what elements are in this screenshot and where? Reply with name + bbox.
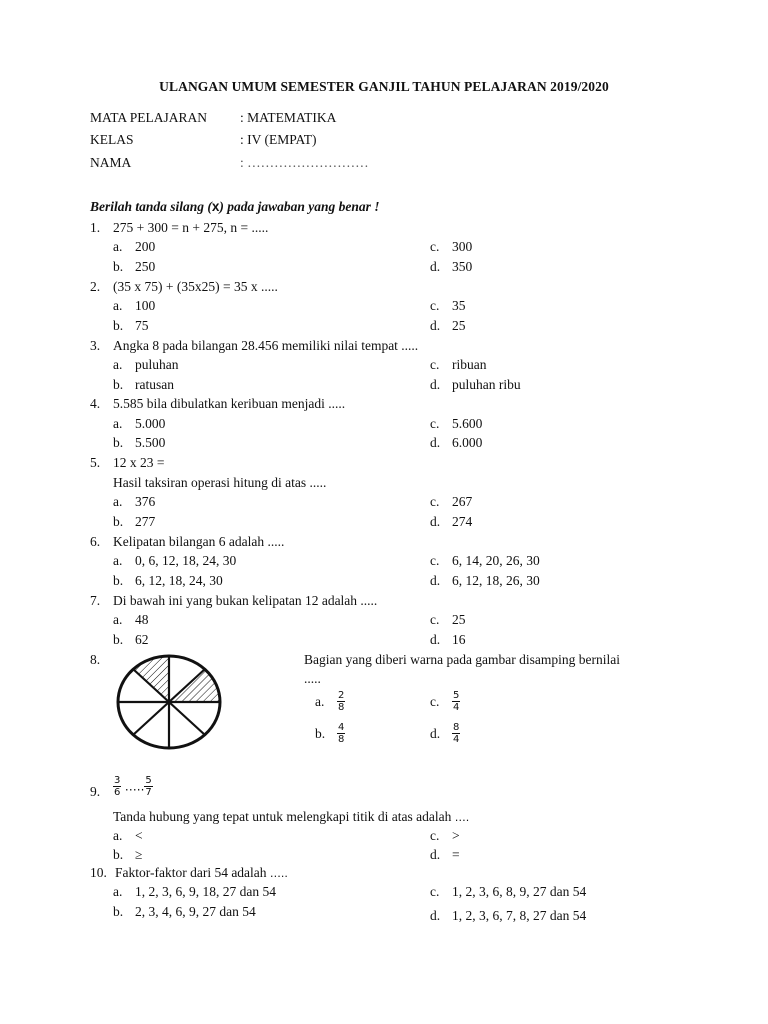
- option-letter: a.: [113, 357, 123, 372]
- option-text: 62: [135, 632, 149, 647]
- instruction-mark: x: [211, 199, 220, 214]
- option-text: >: [452, 828, 460, 843]
- option-text: 2, 3, 4, 6, 9, 27 dan 54: [135, 904, 256, 919]
- option-letter: b.: [113, 435, 124, 450]
- option-d[interactable]: [430, 377, 521, 393]
- denominator: 7: [145, 787, 152, 798]
- option-letter: a.: [113, 298, 123, 313]
- shaded-circle-figure: [116, 654, 222, 750]
- option-letter: c.: [430, 298, 440, 313]
- denominator: 4: [453, 734, 460, 745]
- numerator: 8: [453, 722, 460, 733]
- page-title: ULANGAN UMUM SEMESTER GANJIL TAHUN PELAJARAN 2019/2020: [159, 79, 609, 94]
- question-number: 3.: [90, 338, 101, 353]
- option-a[interactable]: [113, 239, 155, 255]
- header-label: KELAS: [90, 132, 134, 147]
- numerator: 5: [145, 775, 152, 786]
- blank-dots: …..: [124, 779, 145, 794]
- option-letter: c.: [430, 239, 440, 254]
- option-c[interactable]: [430, 416, 482, 432]
- option-text: puluhan ribu: [452, 377, 521, 392]
- option-d[interactable]: [430, 514, 472, 530]
- option-letter: a.: [113, 884, 123, 899]
- option-letter: c.: [430, 416, 440, 431]
- option-letter: a.: [113, 239, 123, 254]
- blank-dots: ….: [454, 811, 470, 824]
- option-letter: d.: [430, 908, 441, 923]
- question-subtext: [113, 809, 469, 825]
- option-d[interactable]: [430, 318, 466, 334]
- option-text: ribuan: [452, 357, 487, 372]
- option-a[interactable]: [113, 612, 149, 628]
- question-number: 9.: [90, 784, 101, 799]
- option-letter: b.: [113, 318, 124, 333]
- option-letter: c.: [430, 693, 440, 709]
- option-a[interactable]: [113, 553, 236, 569]
- header-value: : ………………………: [240, 155, 369, 170]
- option-a[interactable]: [315, 690, 345, 713]
- option-text: ≥: [135, 847, 143, 862]
- header-row-subject: [90, 110, 336, 126]
- option-text: 200: [135, 239, 156, 254]
- option-letter: c.: [430, 828, 440, 843]
- option-letter: b.: [113, 259, 124, 274]
- option-text: 1, 2, 3, 6, 7, 8, 27 dan 54: [452, 908, 587, 923]
- instruction-text: ) pada jawaban yang benar !: [219, 199, 380, 214]
- option-text: 5.000: [135, 416, 166, 431]
- option-letter: a.: [113, 494, 123, 509]
- option-text: 48: [135, 612, 149, 627]
- option-letter: a.: [315, 693, 325, 709]
- option-a[interactable]: [113, 494, 155, 510]
- option-letter: a.: [113, 828, 123, 843]
- question-text-main: Faktor-faktor dari 54 adalah: [115, 865, 267, 880]
- question-subtext: .....: [304, 671, 321, 686]
- option-a[interactable]: [113, 828, 143, 844]
- option-c[interactable]: [430, 553, 540, 569]
- option-c[interactable]: [430, 884, 586, 900]
- option-letter: d.: [430, 435, 441, 450]
- option-a[interactable]: [113, 298, 155, 314]
- option-text: 250: [135, 259, 156, 274]
- option-letter: a.: [113, 612, 123, 627]
- question-text: Di bawah ini yang bukan kelipatan 12 adalah .....: [113, 593, 378, 608]
- denominator: 8: [338, 702, 345, 713]
- question-number: 4.: [90, 396, 101, 411]
- option-letter: d.: [430, 377, 441, 392]
- option-text: puluhan: [135, 357, 179, 372]
- fraction: [113, 775, 121, 798]
- option-text: 6, 14, 20, 26, 30: [452, 553, 540, 568]
- option-text: 350: [452, 259, 473, 274]
- option-c[interactable]: [430, 357, 487, 373]
- question-number: 6.: [90, 534, 101, 549]
- option-b[interactable]: [113, 377, 174, 393]
- option-letter: d.: [430, 573, 441, 588]
- option-text: 75: [135, 318, 149, 333]
- fraction: [452, 722, 460, 745]
- question-text: Bagian yang diberi warna pada gambar disamping bernilai: [304, 652, 621, 667]
- question-number: 8.: [90, 652, 101, 667]
- question-text: (35 x 75) + (35x25) = 35 x .....: [113, 279, 278, 294]
- fraction: [337, 722, 345, 745]
- option-text: 1, 2, 3, 6, 8, 9, 27 dan 54: [452, 884, 587, 899]
- option-c[interactable]: [430, 494, 472, 510]
- numerator: 5: [453, 690, 460, 701]
- option-letter: c.: [430, 884, 440, 899]
- question-text: Kelipatan bilangan 6 adalah .....: [113, 534, 285, 549]
- fraction: [337, 690, 345, 713]
- option-b[interactable]: [113, 259, 155, 275]
- option-text: 25: [452, 612, 466, 627]
- option-text: =: [452, 847, 460, 862]
- option-text: ratusan: [135, 377, 174, 392]
- question-number: 2.: [90, 279, 101, 294]
- blank-dots: …..: [269, 867, 288, 880]
- option-letter: b.: [113, 632, 124, 647]
- numerator: 2: [338, 690, 345, 701]
- option-b[interactable]: [113, 904, 256, 920]
- header-row-class: [90, 132, 317, 148]
- option-letter: b.: [113, 904, 124, 919]
- option-text: 300: [452, 239, 473, 254]
- option-text: 0, 6, 12, 18, 24, 30: [135, 553, 237, 568]
- denominator: 6: [114, 787, 121, 798]
- option-c[interactable]: [430, 298, 466, 314]
- fraction: [452, 690, 460, 713]
- option-text: 6.000: [452, 435, 483, 450]
- fraction-comparison: [113, 775, 153, 798]
- option-b[interactable]: [113, 847, 142, 863]
- option-c[interactable]: [430, 239, 472, 255]
- option-letter: b.: [113, 377, 124, 392]
- option-text: 277: [135, 514, 156, 529]
- option-letter: d.: [430, 847, 441, 862]
- option-b[interactable]: [315, 722, 345, 745]
- option-b[interactable]: [113, 435, 165, 451]
- option-text: 5.600: [452, 416, 483, 431]
- option-a[interactable]: [113, 416, 165, 432]
- option-letter: d.: [430, 632, 441, 647]
- fraction: [144, 775, 152, 798]
- option-b[interactable]: [113, 632, 149, 648]
- question-number: 1.: [90, 220, 101, 235]
- numerator: 3: [114, 775, 121, 786]
- option-text: <: [135, 828, 143, 843]
- header-value: : IV (EMPAT): [240, 132, 317, 147]
- option-d[interactable]: [430, 573, 540, 589]
- option-text: 100: [135, 298, 156, 313]
- option-letter: b.: [315, 725, 326, 741]
- option-d[interactable]: [430, 722, 460, 745]
- option-letter: a.: [113, 553, 123, 568]
- option-letter: c.: [430, 494, 440, 509]
- option-a[interactable]: [113, 357, 179, 373]
- option-text: 6, 12, 18, 26, 30: [452, 573, 540, 588]
- option-letter: d.: [430, 514, 441, 529]
- header-value: : MATEMATIKA: [240, 110, 337, 125]
- question-number: 5.: [90, 455, 101, 470]
- question-text: 275 + 300 = n + 275, n = .....: [113, 220, 269, 235]
- option-letter: b.: [113, 847, 124, 862]
- option-letter: a.: [113, 416, 123, 431]
- option-d[interactable]: [430, 632, 466, 648]
- option-text: 5.500: [135, 435, 166, 450]
- option-letter: c.: [430, 553, 440, 568]
- question-number: 7.: [90, 593, 101, 608]
- option-b[interactable]: [113, 573, 223, 589]
- option-d[interactable]: [430, 259, 472, 275]
- option-a[interactable]: [113, 884, 276, 900]
- option-c[interactable]: [430, 690, 460, 713]
- option-letter: b.: [113, 514, 124, 529]
- option-letter: d.: [430, 725, 441, 741]
- option-text: 25: [452, 318, 466, 333]
- option-text: 376: [135, 494, 156, 509]
- instruction: [90, 199, 380, 215]
- option-b[interactable]: [113, 318, 149, 334]
- option-text: 6, 12, 18, 24, 30: [135, 573, 223, 588]
- option-letter: c.: [430, 357, 440, 372]
- header-row-name: [90, 155, 369, 171]
- question-subtext-text: Tanda hubung yang tepat untuk melengkapi titik di atas adalah: [113, 809, 452, 824]
- option-text: 274: [452, 514, 473, 529]
- option-text: 267: [452, 494, 473, 509]
- option-text: 16: [452, 632, 466, 647]
- option-letter: d.: [430, 259, 441, 274]
- question-text: [115, 865, 288, 881]
- option-c[interactable]: [430, 828, 460, 844]
- header-label: NAMA: [90, 155, 132, 170]
- option-b[interactable]: [113, 514, 155, 530]
- numerator: 4: [338, 722, 345, 733]
- question-number: 10.: [90, 865, 107, 880]
- instruction-text: Berilah tanda silang (: [90, 199, 212, 214]
- option-c[interactable]: [430, 612, 466, 628]
- denominator: 4: [453, 702, 460, 713]
- question-subtext: Hasil taksiran operasi hitung di atas .....: [113, 475, 327, 490]
- header-label: MATA PELAJARAN: [90, 110, 208, 125]
- sector-lines: [118, 656, 220, 748]
- question-text: Angka 8 pada bilangan 28.456 memiliki nilai tempat .....: [113, 338, 419, 353]
- question-text: 5.585 bila dibulatkan keribuan menjadi .....: [113, 396, 346, 411]
- denominator: 8: [338, 734, 345, 745]
- question-text: 12 x 23 =: [113, 455, 165, 470]
- option-d[interactable]: [430, 435, 482, 451]
- option-text: 1, 2, 3, 6, 9, 18, 27 dan 54: [135, 884, 276, 899]
- option-letter: d.: [430, 318, 441, 333]
- option-d[interactable]: [430, 908, 586, 924]
- option-letter: c.: [430, 612, 440, 627]
- option-letter: b.: [113, 573, 124, 588]
- option-text: 35: [452, 298, 466, 313]
- option-d[interactable]: [430, 847, 460, 863]
